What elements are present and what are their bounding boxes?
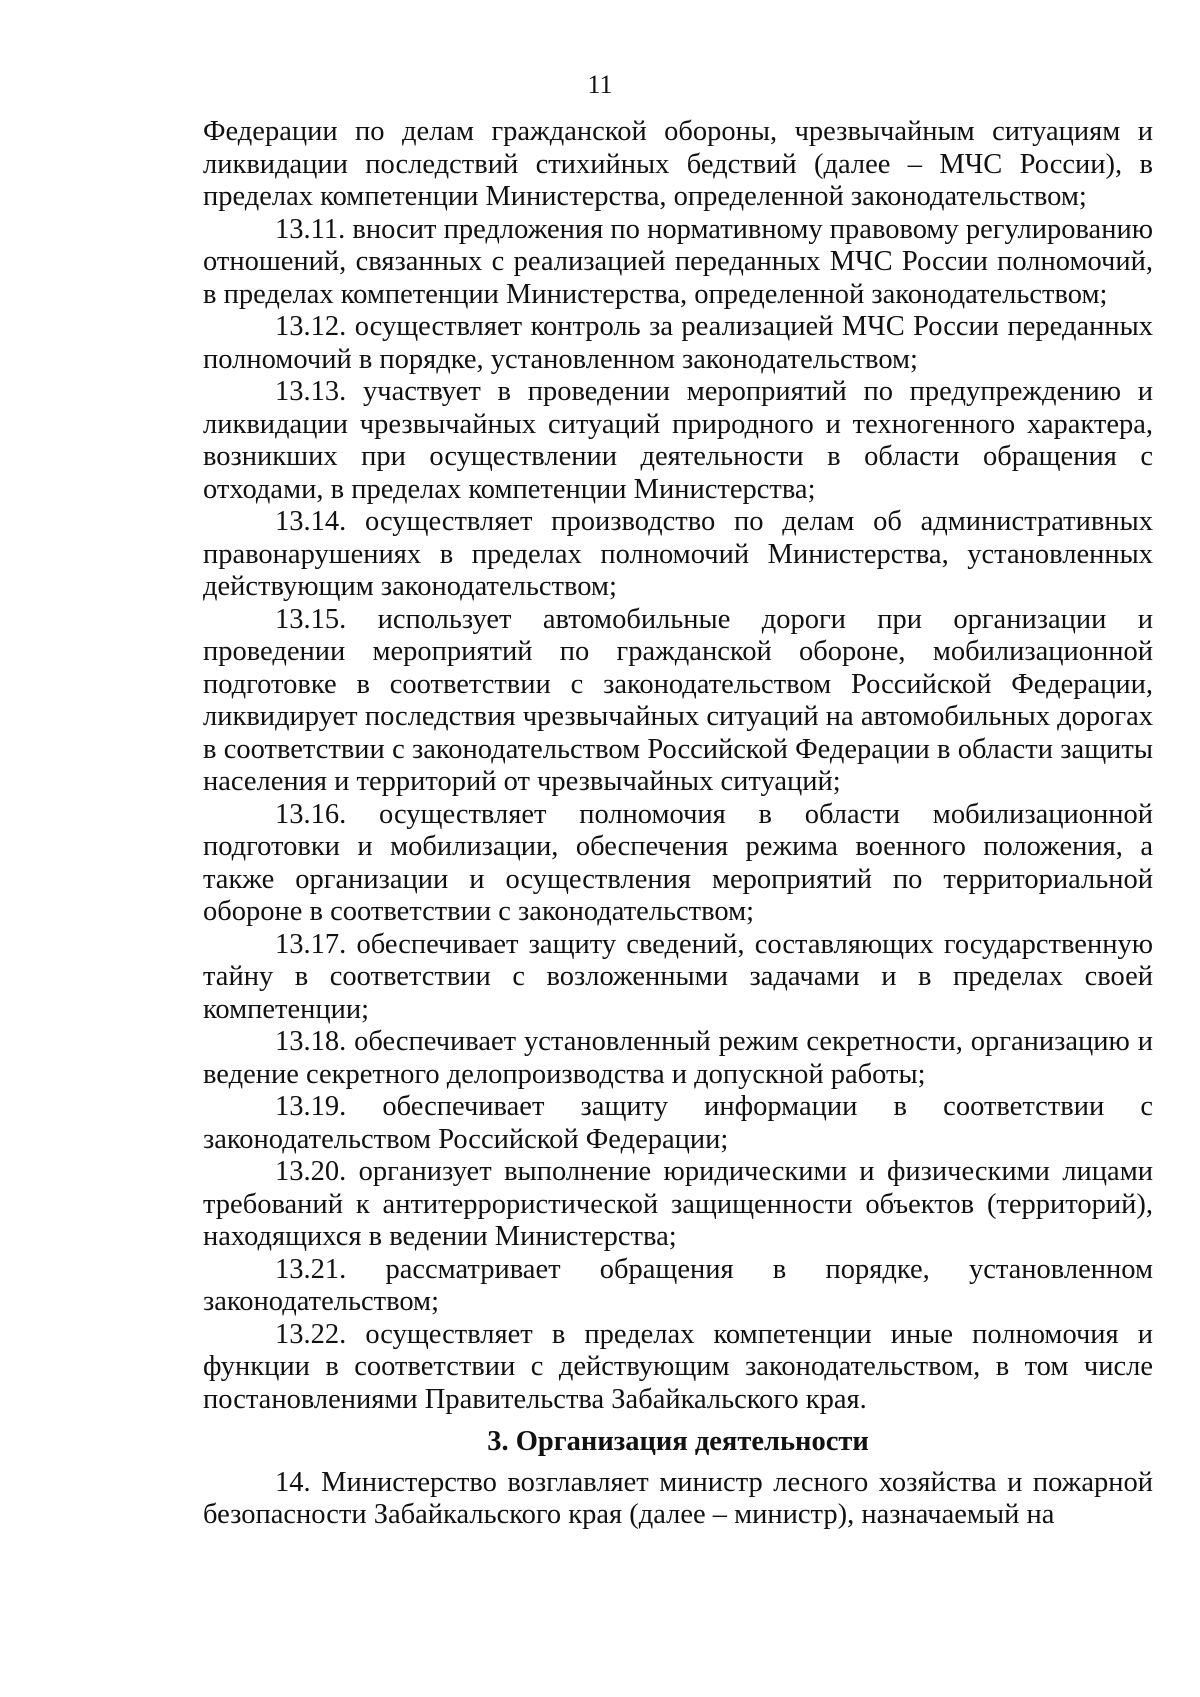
paragraph-13-21: 13.21. рассматривает обращения в порядке, установленном законодательством; bbox=[203, 1253, 1153, 1317]
document-body bbox=[203, 116, 1153, 1532]
paragraph-14: 14. Министерство возглавляет министр лесного хозяйства и пожарной безопасности Забайкальского края (далее – министр), назначаемый на bbox=[203, 1466, 1153, 1530]
section-heading: 3. Организация деятельности bbox=[487, 1426, 869, 1457]
paragraph-continuation: Федерации по делам гражданской обороны, чрезвычайным ситуациям и ликвидации последствий стихийных бедствий (далее – МЧС России), в пределах компетенции Министерства, определенной законодательством; bbox=[203, 116, 1153, 212]
paragraph-13-22: 13.22. осуществляет в пределах компетенции иные полномочия и функции в соответствии с действующим законодательством, в том числе постановлениями Правительства Забайкальского края. bbox=[203, 1318, 1153, 1415]
paragraph-13-15: 13.15. использует автомобильные дороги при организации и проведении мероприятий по гражданской обороне, мобилизационной подготовке в соответствии с законодательством Российской Федерации, ликвидирует последствия чрезвычайных ситуаций на автомобильных дорогах в соответствии с законодательством Российской Федерации в области защиты населения и территорий от чрезвычайных ситуаций; bbox=[203, 603, 1153, 797]
paragraph-13-18: 13.18. обеспечивает установленный режим секретности, организацию и ведение секретного делопроизводства и допускной работы; bbox=[203, 1026, 1153, 1090]
paragraph-13-19: 13.19. обеспечивает защиту информации в соответствии с законодательством Российской Федерации; bbox=[203, 1091, 1153, 1155]
paragraph-13-12: 13.12. осуществляет контроль за реализацией МЧС России переданных полномочий в порядке, установленном законодательством; bbox=[203, 311, 1153, 375]
paragraph-13-14: 13.14. осуществляет производство по делам об административных правонарушениях в пределах полномочий Министерства, установленных действующим законодательством; bbox=[203, 506, 1153, 602]
paragraph-13-11: 13.11. вносит предложения по нормативному правовому регулированию отношений, связанных с реализацией переданных МЧС России полномочий, в пределах компетенции Министерства, определенной законодательством; bbox=[203, 213, 1153, 310]
paragraph-13-20: 13.20. организует выполнение юридическими и физическими лицами требований к антитеррористической защищенности объектов (территорий), находящихся в ведении Министерства; bbox=[203, 1156, 1153, 1252]
paragraph-13-17: 13.17. обеспечивает защиту сведений, составляющих государственную тайну в соответствии с возложенными задачами и в пределах своей компетенции; bbox=[203, 928, 1153, 1025]
page-number: 11 bbox=[587, 70, 613, 99]
paragraph-13-16: 13.16. осуществляет полномочия в области мобилизационной подготовки и мобилизации, обеспечения режима военного положения, а также организации и осуществления мероприятий по территориальной обороне в соответствии с законодательством; bbox=[203, 798, 1153, 927]
paragraph-13-13: 13.13. участвует в проведении мероприятий по предупреждению и ликвидации чрезвычайных ситуаций природного и техногенного характера, возникших при осуществлении деятельности в области обращения с отходами, в пределах компетенции Министерства; bbox=[203, 376, 1153, 505]
